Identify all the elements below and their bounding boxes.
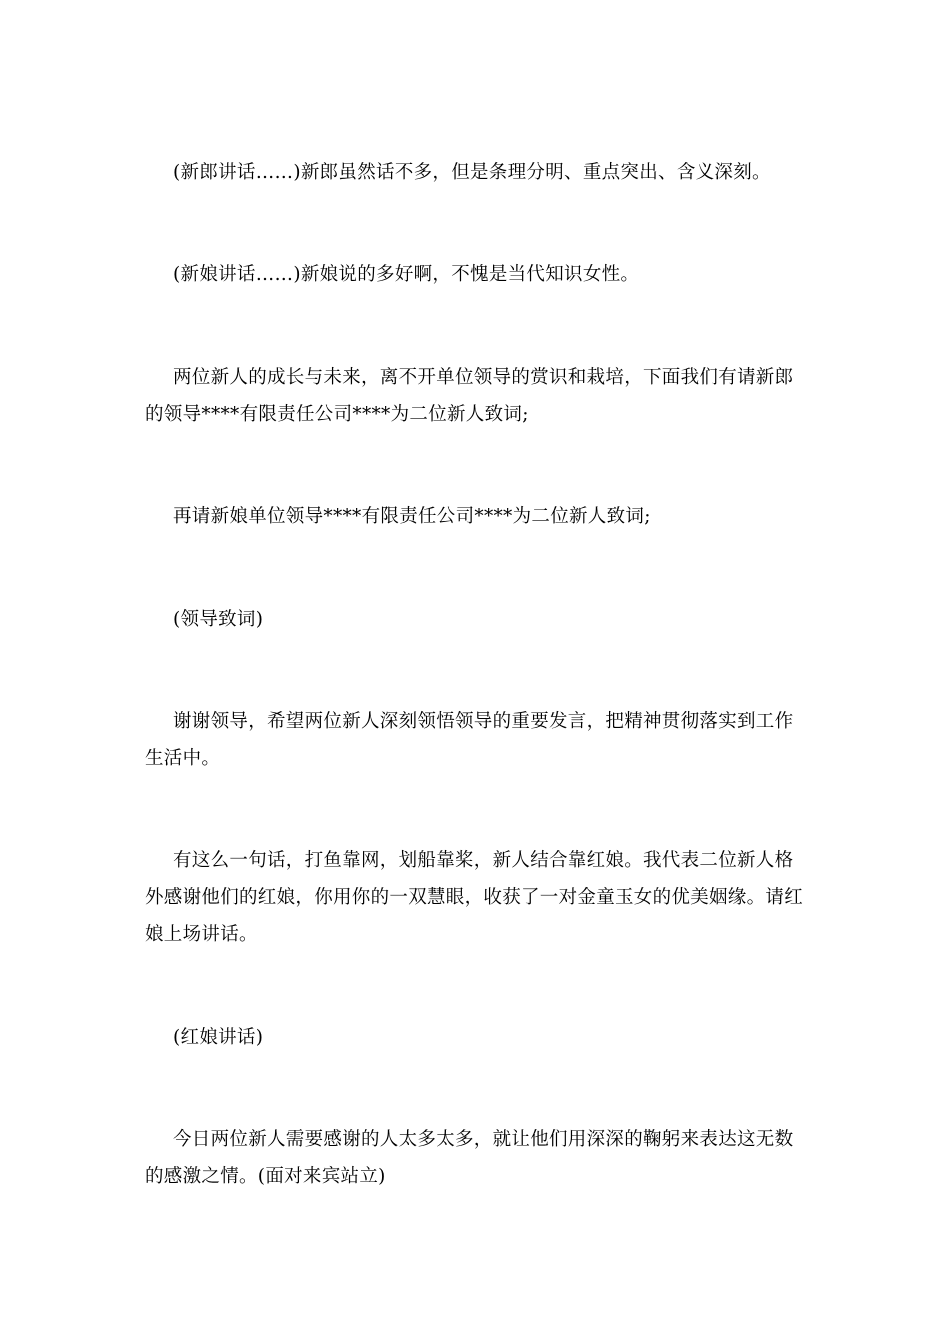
- paragraph-matchmaker-speech: (红娘讲话): [173, 1027, 264, 1048]
- paragraph-invite-groom-leader: 两位新人的成长与未来，离不开单位领导的赏识和栽培，下面我们有请新郎的领导****有限责任公司****为二位新人致词;: [145, 367, 794, 425]
- paragraph-bow-to-guests: 今日两位新人需要感谢的人太多太多，就让他们用深深的鞠躬来表达这无数的感激之情。(面对来宾站立): [145, 1129, 794, 1187]
- paragraph-thank-leaders: 谢谢领导，希望两位新人深刻领悟领导的重要发言，把精神贯彻落实到工作生活中。: [145, 711, 794, 769]
- paragraph-thank-matchmaker: 有这么一句话，打鱼靠网，划船靠桨，新人结合靠红娘。我代表二位新人格外感谢他们的红娘，你用你的一双慧眼，收获了一对金童玉女的优美姻缘。请红娘上场讲话。: [145, 850, 804, 945]
- paragraph-leader-speech: (领导致词): [173, 609, 264, 630]
- paragraph-bride-speech: (新娘讲话……)新娘说的多好啊，不愧是当代知识女性。: [173, 264, 640, 285]
- paragraph-groom-speech: (新郎讲话……)新郎虽然话不多，但是条理分明、重点突出、含义深刻。: [173, 162, 771, 183]
- paragraph-invite-bride-leader: 再请新娘单位领导****有限责任公司****为二位新人致词;: [173, 506, 651, 527]
